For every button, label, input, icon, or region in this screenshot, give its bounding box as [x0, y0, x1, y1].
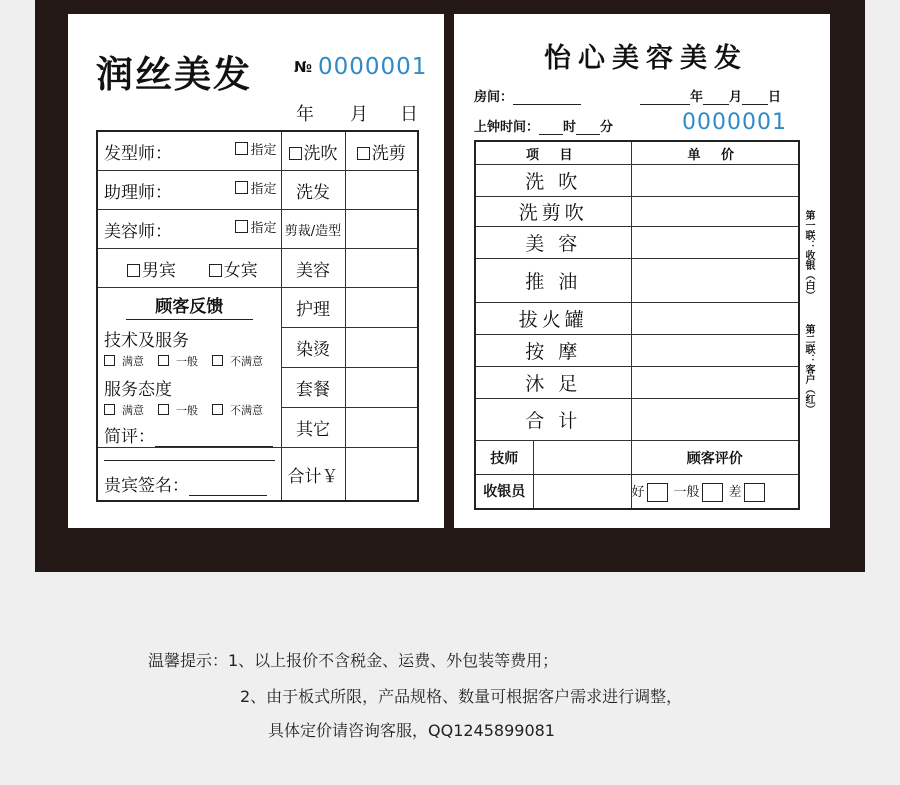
- receipt-b-table: [474, 140, 800, 510]
- feedback-comment: 简评：: [98, 422, 281, 447]
- total-price-cell: [631, 399, 799, 441]
- checkbox-icon: [235, 220, 248, 233]
- checkbox-icon: [209, 264, 222, 277]
- service-other-price: [345, 408, 418, 448]
- item-row: 推 油: [475, 259, 631, 303]
- item-row: 洗剪吹: [475, 197, 631, 227]
- service-dye-price: [345, 328, 418, 368]
- checkbox-icon: [357, 147, 370, 160]
- date-month: 月: [350, 104, 368, 125]
- price-cell: [631, 197, 799, 227]
- checkbox-icon: [235, 142, 248, 155]
- service-wash-price: [345, 171, 418, 210]
- assistant-label: 助理师：: [104, 182, 172, 203]
- item-row: 拔火罐: [475, 303, 631, 335]
- beautician-row: [97, 210, 281, 249]
- service-package-price: [345, 368, 418, 408]
- price-cell: [631, 335, 799, 367]
- receipt-b-title: 怡心美容美发: [544, 43, 748, 74]
- checkbox-icon: [104, 404, 115, 415]
- copy-note-1: 第一联：收银（白）: [803, 210, 814, 300]
- notice-line-1: 温馨提示：1、以上报价不含税金、运费、外包装等费用；: [148, 651, 559, 670]
- service-cut-style: 剪裁/造型: [281, 210, 345, 249]
- salon-receipt-b: [454, 14, 830, 528]
- receipt-a-table: [96, 130, 419, 502]
- checkbox-icon: [127, 264, 140, 277]
- price-cell: [631, 259, 799, 303]
- room-field: 房间：: [474, 86, 581, 105]
- service-cut-price: [345, 210, 418, 249]
- female-guest: 女宾: [223, 260, 258, 281]
- checkbox-icon: [235, 181, 248, 194]
- price-cell: [631, 303, 799, 335]
- total-row: 合 计: [475, 399, 631, 441]
- date-field: 年 月 日: [640, 86, 781, 105]
- date-day: 日: [400, 104, 418, 125]
- service-dye-perm: 染烫: [281, 328, 345, 368]
- beautician-assign: 指定: [235, 217, 276, 236]
- header-item: 项 目: [475, 141, 631, 165]
- checkbox-icon: [744, 483, 765, 502]
- guest-gender-row: [97, 249, 281, 288]
- service-beauty-price: [345, 249, 418, 288]
- checkbox-icon: [647, 483, 668, 502]
- beautician-label: 美容师：: [104, 221, 172, 242]
- price-cell: [631, 165, 799, 197]
- evaluation-options: 好 一般 差: [631, 475, 799, 509]
- stylist-assign: 指定: [235, 139, 276, 158]
- feedback-q1: 技术及服务: [104, 331, 189, 351]
- assistant-assign: 指定: [235, 178, 276, 197]
- service-package: 套餐: [281, 368, 345, 408]
- stylist-label: 发型师：: [104, 143, 172, 164]
- feedback-title: 顾客反馈: [126, 292, 253, 320]
- signature-row: [97, 448, 281, 502]
- technician-value: [533, 441, 631, 475]
- cashier-value: [533, 475, 631, 509]
- technician-label: 技师: [475, 441, 533, 475]
- receipt-a-number-label: №: [294, 58, 313, 76]
- item-row: 按 摩: [475, 335, 631, 367]
- checkbox-icon: [289, 147, 302, 160]
- notice-line-2: 2、由于板式所限，产品规格、数量可根据客户需求进行调整，: [240, 687, 683, 706]
- checkbox-icon: [158, 404, 169, 415]
- checkbox-icon: [212, 404, 223, 415]
- feedback-q2-options: 满意 一般 不满意: [98, 402, 281, 418]
- total-value: [345, 448, 418, 502]
- cashier-label: 收银员: [475, 475, 533, 509]
- date-year: 年: [296, 104, 314, 125]
- item-row: 沐 足: [475, 367, 631, 399]
- feedback-q2: 服务态度: [104, 380, 172, 400]
- receipt-a-serial-number: 0000001: [318, 54, 428, 80]
- service-wash-blow: 洗吹: [281, 131, 345, 171]
- price-cell: [631, 367, 799, 399]
- checkbox-icon: [104, 355, 115, 366]
- clock-time-field: 上钟时间： 时 分: [474, 120, 614, 135]
- service-care-price: [345, 288, 418, 328]
- signature-label: 贵宾签名：: [104, 476, 189, 496]
- service-care: 护理: [281, 288, 345, 328]
- header-price: 单 价: [631, 141, 799, 165]
- assistant-row: [97, 171, 281, 210]
- male-guest: 男宾: [141, 260, 176, 281]
- feedback-q1-options: 满意 一般 不满意: [98, 353, 281, 369]
- service-wash-cut: 洗剪: [345, 131, 418, 171]
- price-cell: [631, 227, 799, 259]
- service-other: 其它: [281, 408, 345, 448]
- service-beauty: 美容: [281, 249, 345, 288]
- total-label: 合计￥: [281, 448, 345, 502]
- copy-note-2: 第二联：客户（红）: [803, 324, 814, 414]
- receipt-b-serial-number: 0000001: [682, 110, 787, 135]
- stylist-row: [97, 131, 281, 171]
- checkbox-icon: [158, 355, 169, 366]
- checkbox-icon: [702, 483, 723, 502]
- salon-receipt-a: [68, 14, 444, 528]
- customer-feedback-block: [97, 288, 281, 448]
- item-row: 美 容: [475, 227, 631, 259]
- checkbox-icon: [212, 355, 223, 366]
- notice-line-3: 具体定价请咨询客服，QQ1245899081: [268, 721, 555, 740]
- service-wash: 洗发: [281, 171, 345, 210]
- receipt-a-title: 润丝美发: [96, 53, 252, 96]
- item-row: 洗 吹: [475, 165, 631, 197]
- evaluation-label: 顾客评价: [631, 441, 799, 475]
